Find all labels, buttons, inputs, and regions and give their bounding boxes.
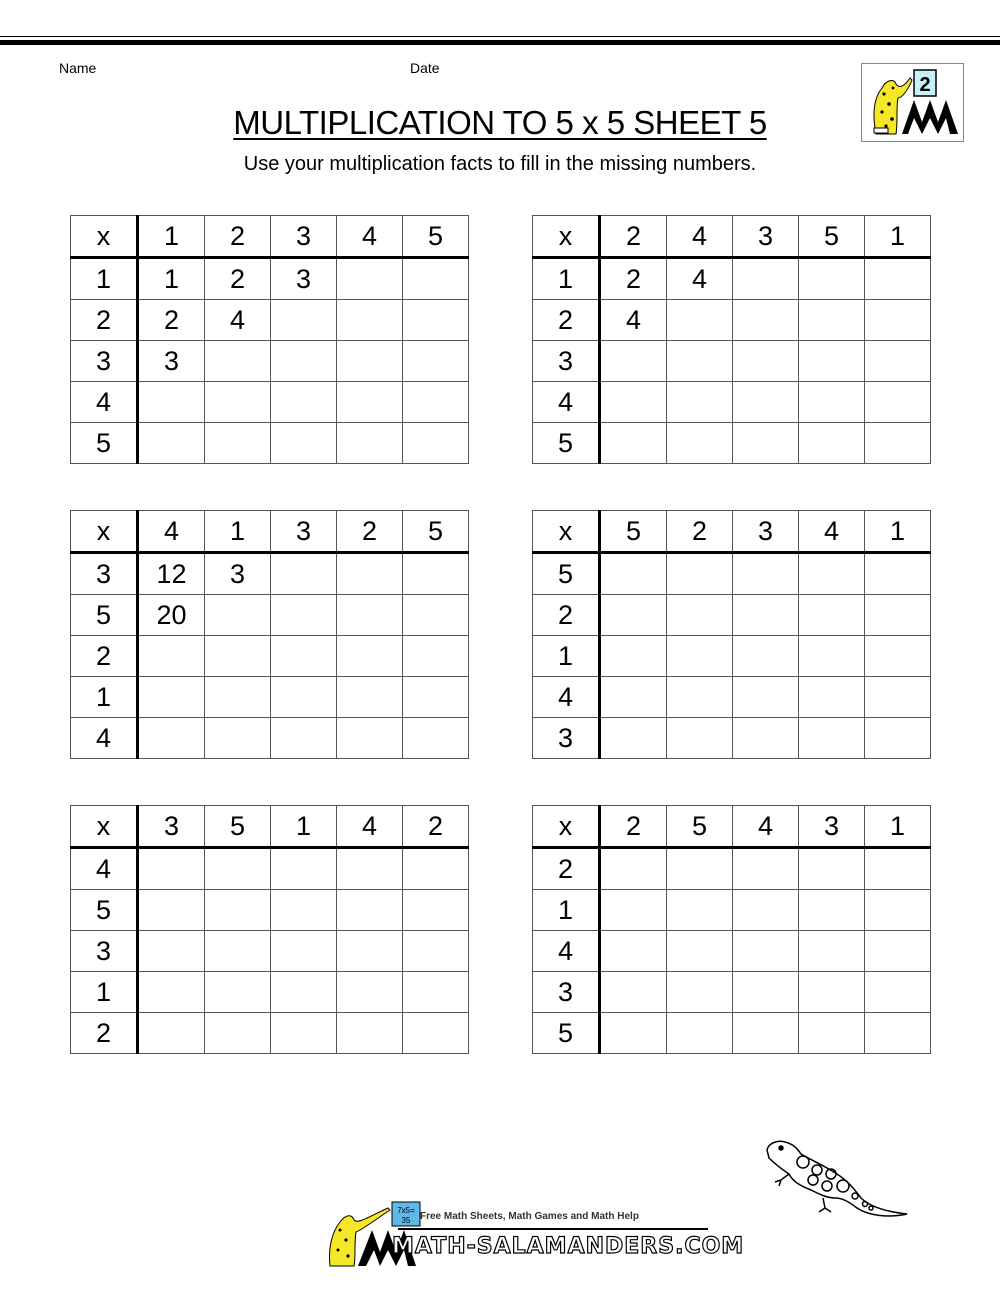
grid-row: [71, 595, 469, 636]
footer-tagline: Free Math Sheets, Math Games and Math Help: [420, 1211, 639, 1222]
answer-cell[interactable]: [337, 300, 403, 341]
corner-cell: x: [533, 216, 600, 258]
salamander-drawing-icon: [755, 1128, 915, 1228]
column-header: 1: [865, 216, 931, 258]
column-header: 3: [271, 216, 337, 258]
multiplication-grid-4: [532, 510, 931, 759]
answer-cell[interactable]: [733, 718, 799, 759]
answer-cell[interactable]: [337, 677, 403, 718]
answer-cell[interactable]: [667, 1013, 733, 1054]
answer-cell[interactable]: [600, 636, 667, 677]
answer-cell[interactable]: 3: [271, 258, 337, 300]
answer-cell[interactable]: [271, 423, 337, 464]
grid-row: [71, 1013, 469, 1054]
answer-cell[interactable]: [865, 848, 931, 890]
answer-cell[interactable]: [138, 636, 205, 677]
corner-cell: x: [71, 806, 138, 848]
svg-text:35: 35: [401, 1216, 411, 1225]
row-header: 2: [71, 636, 138, 677]
answer-cell[interactable]: [600, 553, 667, 595]
grid-row: [71, 341, 469, 382]
answer-cell[interactable]: [799, 848, 865, 890]
multiplication-grid-2: [532, 215, 931, 464]
column-header: 3: [799, 806, 865, 848]
corner-cell: x: [71, 216, 138, 258]
answer-cell[interactable]: [403, 636, 469, 677]
answer-cell[interactable]: [733, 1013, 799, 1054]
row-header: 1: [71, 677, 138, 718]
grid-row: [533, 890, 931, 931]
answer-cell[interactable]: [667, 595, 733, 636]
answer-cell[interactable]: [667, 718, 733, 759]
answer-cell[interactable]: [799, 1013, 865, 1054]
svg-text:2: 2: [919, 74, 931, 96]
grid-row: [71, 636, 469, 677]
column-header: 5: [799, 216, 865, 258]
row-header: 3: [71, 341, 138, 382]
answer-cell[interactable]: [865, 890, 931, 931]
grid-row: [71, 890, 469, 931]
grid-row: [71, 382, 469, 423]
answer-cell[interactable]: [733, 553, 799, 595]
answer-cell[interactable]: [733, 300, 799, 341]
grid-row: [533, 931, 931, 972]
column-header: 3: [733, 511, 799, 553]
answer-cell[interactable]: [337, 890, 403, 931]
column-header: 1: [865, 806, 931, 848]
column-header: 5: [600, 511, 667, 553]
grid-row: [533, 553, 931, 595]
row-header: 4: [533, 382, 600, 423]
answer-cell[interactable]: [733, 848, 799, 890]
answer-cell[interactable]: [667, 972, 733, 1013]
grid-row: [71, 972, 469, 1013]
answer-cell[interactable]: 1: [138, 258, 205, 300]
grid-row: [533, 382, 931, 423]
answer-cell[interactable]: [733, 382, 799, 423]
answer-cell[interactable]: [667, 553, 733, 595]
column-header: 4: [337, 806, 403, 848]
answer-cell[interactable]: [733, 677, 799, 718]
answer-cell[interactable]: [865, 931, 931, 972]
answer-cell[interactable]: [799, 341, 865, 382]
answer-cell[interactable]: [205, 1013, 271, 1054]
grid-row: [533, 848, 931, 890]
grid-row: [71, 931, 469, 972]
answer-cell[interactable]: [337, 972, 403, 1013]
row-header: 4: [71, 718, 138, 759]
answer-cell[interactable]: [403, 595, 469, 636]
grid-row: [533, 972, 931, 1013]
answer-cell[interactable]: [799, 300, 865, 341]
answer-cell[interactable]: [403, 718, 469, 759]
grid-row: [71, 300, 469, 341]
answer-cell[interactable]: [799, 382, 865, 423]
answer-cell[interactable]: [600, 972, 667, 1013]
answer-cell[interactable]: [271, 718, 337, 759]
grid-row: [533, 423, 931, 464]
column-header: 4: [337, 216, 403, 258]
row-header: 2: [533, 300, 600, 341]
row-header: 1: [71, 972, 138, 1013]
row-header: 3: [533, 972, 600, 1013]
answer-cell[interactable]: [799, 677, 865, 718]
answer-cell[interactable]: [205, 972, 271, 1013]
answer-cell[interactable]: [205, 341, 271, 382]
column-header: 3: [271, 511, 337, 553]
answer-cell[interactable]: 20: [138, 595, 205, 636]
answer-cell[interactable]: [205, 423, 271, 464]
answer-cell[interactable]: [799, 636, 865, 677]
answer-cell[interactable]: [799, 595, 865, 636]
answer-cell[interactable]: [403, 677, 469, 718]
answer-cell[interactable]: [205, 636, 271, 677]
answer-cell[interactable]: [667, 890, 733, 931]
answer-cell[interactable]: [600, 890, 667, 931]
answer-cell[interactable]: 3: [205, 553, 271, 595]
answer-cell[interactable]: [600, 423, 667, 464]
answer-cell[interactable]: [138, 890, 205, 931]
answer-cell[interactable]: [271, 972, 337, 1013]
answer-cell[interactable]: [138, 423, 205, 464]
answer-cell[interactable]: [271, 1013, 337, 1054]
date-label: Date: [410, 60, 440, 76]
answer-cell[interactable]: [799, 423, 865, 464]
row-header: 2: [533, 848, 600, 890]
answer-cell[interactable]: [733, 423, 799, 464]
multiplication-grid-1: [70, 215, 469, 464]
row-header: 2: [71, 300, 138, 341]
answer-cell[interactable]: [600, 595, 667, 636]
column-header: 2: [337, 511, 403, 553]
corner-cell: x: [533, 806, 600, 848]
answer-cell[interactable]: [600, 341, 667, 382]
answer-cell[interactable]: [271, 677, 337, 718]
answer-cell[interactable]: [600, 382, 667, 423]
multiplication-grid-3: [70, 510, 469, 759]
answer-cell[interactable]: [600, 848, 667, 890]
grid-row: [533, 1013, 931, 1054]
answer-cell[interactable]: [205, 890, 271, 931]
answer-cell[interactable]: [667, 423, 733, 464]
answer-cell[interactable]: 4: [600, 300, 667, 341]
answer-cell[interactable]: [337, 931, 403, 972]
answer-cell[interactable]: [667, 848, 733, 890]
answer-cell[interactable]: [138, 677, 205, 718]
answer-cell[interactable]: [337, 718, 403, 759]
answer-cell[interactable]: [337, 553, 403, 595]
row-header: 4: [533, 931, 600, 972]
column-header: 1: [205, 511, 271, 553]
answer-cell[interactable]: [138, 1013, 205, 1054]
answer-cell[interactable]: [865, 677, 931, 718]
answer-cell[interactable]: [667, 341, 733, 382]
row-header: 3: [71, 931, 138, 972]
row-header: 3: [533, 341, 600, 382]
answer-cell[interactable]: [667, 300, 733, 341]
answer-cell[interactable]: 12: [138, 553, 205, 595]
column-header: 3: [733, 216, 799, 258]
column-header: 2: [667, 511, 733, 553]
answer-cell[interactable]: [205, 931, 271, 972]
row-header: 5: [71, 890, 138, 931]
answer-cell[interactable]: 4: [667, 258, 733, 300]
answer-cell[interactable]: 3: [138, 341, 205, 382]
answer-cell[interactable]: [733, 890, 799, 931]
answer-cell[interactable]: [403, 1013, 469, 1054]
answer-cell[interactable]: [337, 258, 403, 300]
grid-row: [71, 718, 469, 759]
answer-cell[interactable]: [865, 553, 931, 595]
answer-cell[interactable]: [138, 718, 205, 759]
answer-cell[interactable]: [271, 931, 337, 972]
answer-cell[interactable]: [138, 931, 205, 972]
answer-cell[interactable]: 2: [205, 258, 271, 300]
multiplication-grid-6: [532, 805, 931, 1054]
row-header: 5: [533, 1013, 600, 1054]
answer-cell[interactable]: 2: [138, 300, 205, 341]
answer-cell[interactable]: [799, 890, 865, 931]
column-header: 5: [403, 216, 469, 258]
svg-text:7x5=: 7x5=: [397, 1206, 415, 1215]
answer-cell[interactable]: [271, 382, 337, 423]
answer-cell[interactable]: [799, 718, 865, 759]
instructions: Use your multiplication facts to fill in the missing numbers.: [243, 153, 757, 175]
row-header: 5: [533, 553, 600, 595]
answer-cell[interactable]: [337, 848, 403, 890]
column-header: 2: [205, 216, 271, 258]
answer-cell[interactable]: 2: [600, 258, 667, 300]
answer-cell[interactable]: [337, 1013, 403, 1054]
answer-cell[interactable]: [799, 553, 865, 595]
answer-cell[interactable]: [667, 636, 733, 677]
answer-cell[interactable]: [337, 595, 403, 636]
answer-cell[interactable]: [799, 931, 865, 972]
answer-cell[interactable]: [733, 636, 799, 677]
answer-cell[interactable]: [271, 848, 337, 890]
answer-cell[interactable]: [799, 258, 865, 300]
answer-cell[interactable]: [403, 423, 469, 464]
answer-cell[interactable]: [865, 595, 931, 636]
answer-cell[interactable]: [271, 890, 337, 931]
answer-cell[interactable]: [337, 423, 403, 464]
answer-cell[interactable]: [138, 848, 205, 890]
column-header: 2: [600, 216, 667, 258]
answer-cell[interactable]: [403, 931, 469, 972]
answer-cell[interactable]: [865, 636, 931, 677]
answer-cell[interactable]: [799, 972, 865, 1013]
answer-cell[interactable]: [403, 553, 469, 595]
column-header: 4: [733, 806, 799, 848]
answer-cell[interactable]: [205, 718, 271, 759]
multiplication-grid-5: [70, 805, 469, 1054]
answer-cell[interactable]: 4: [205, 300, 271, 341]
answer-cell[interactable]: [403, 890, 469, 931]
footer-rule: [398, 1228, 708, 1230]
answer-cell[interactable]: [337, 341, 403, 382]
column-header: 4: [799, 511, 865, 553]
answer-cell[interactable]: [865, 258, 931, 300]
column-header: 1: [271, 806, 337, 848]
row-header: 4: [533, 677, 600, 718]
answer-cell[interactable]: [600, 677, 667, 718]
column-header: 5: [403, 511, 469, 553]
column-header: 3: [138, 806, 205, 848]
answer-cell[interactable]: [865, 300, 931, 341]
corner-cell: x: [71, 511, 138, 553]
answer-cell[interactable]: [600, 718, 667, 759]
row-header: 5: [533, 423, 600, 464]
grid-row: [533, 300, 931, 341]
column-header: 1: [865, 511, 931, 553]
answer-cell[interactable]: [205, 848, 271, 890]
row-header: 5: [71, 423, 138, 464]
answer-cell[interactable]: [337, 636, 403, 677]
answer-cell[interactable]: [733, 972, 799, 1013]
column-header: 4: [138, 511, 205, 553]
grid-row: [533, 341, 931, 382]
top-rule-thin: [0, 36, 1000, 37]
column-header: 5: [205, 806, 271, 848]
corner-cell: x: [533, 511, 600, 553]
answer-cell[interactable]: [403, 848, 469, 890]
column-header: 2: [403, 806, 469, 848]
answer-cell[interactable]: [667, 382, 733, 423]
row-header: 3: [533, 718, 600, 759]
row-header: 1: [533, 636, 600, 677]
column-header: 5: [667, 806, 733, 848]
row-header: 1: [533, 890, 600, 931]
answer-cell[interactable]: [271, 553, 337, 595]
answer-cell[interactable]: [865, 1013, 931, 1054]
row-header: 1: [71, 258, 138, 300]
answer-cell[interactable]: [865, 718, 931, 759]
answer-cell[interactable]: [205, 677, 271, 718]
grid-row: [533, 636, 931, 677]
grid-row: [533, 718, 931, 759]
column-header: 1: [138, 216, 205, 258]
grid-row: [533, 595, 931, 636]
row-header: 4: [71, 382, 138, 423]
answer-cell[interactable]: [600, 1013, 667, 1054]
row-header: 3: [71, 553, 138, 595]
answer-cell[interactable]: [205, 382, 271, 423]
answer-cell[interactable]: [865, 341, 931, 382]
answer-cell[interactable]: [600, 931, 667, 972]
answer-cell[interactable]: [271, 300, 337, 341]
footer-site-name: MATH-SALAMANDERS.COM: [392, 1234, 745, 1259]
answer-cell[interactable]: [733, 341, 799, 382]
grid-row: [71, 677, 469, 718]
column-header: 4: [667, 216, 733, 258]
page-title: MULTIPLICATION TO 5 x 5 SHEET 5: [233, 104, 767, 141]
row-header: 2: [533, 595, 600, 636]
answer-cell[interactable]: [865, 382, 931, 423]
row-header: 5: [71, 595, 138, 636]
column-header: 2: [600, 806, 667, 848]
answer-cell[interactable]: [733, 931, 799, 972]
answer-cell[interactable]: [733, 595, 799, 636]
answer-cell[interactable]: [138, 382, 205, 423]
answer-cell[interactable]: [337, 382, 403, 423]
answer-cell[interactable]: [271, 636, 337, 677]
answer-cell[interactable]: [403, 382, 469, 423]
answer-cell[interactable]: [205, 595, 271, 636]
grid-row: [533, 258, 931, 300]
answer-cell[interactable]: [865, 972, 931, 1013]
grid-row: [71, 258, 469, 300]
answer-cell[interactable]: [403, 972, 469, 1013]
grid-row: [533, 677, 931, 718]
answer-cell[interactable]: [271, 595, 337, 636]
grid-row: [71, 423, 469, 464]
answer-cell[interactable]: [403, 341, 469, 382]
row-header: 4: [71, 848, 138, 890]
answer-cell[interactable]: [403, 300, 469, 341]
top-rule: [0, 40, 1000, 45]
answer-cell[interactable]: [667, 931, 733, 972]
row-header: 2: [71, 1013, 138, 1054]
grid-row: [71, 553, 469, 595]
answer-cell[interactable]: [403, 258, 469, 300]
answer-cell[interactable]: [138, 972, 205, 1013]
row-header: 1: [533, 258, 600, 300]
answer-cell[interactable]: [733, 258, 799, 300]
answer-cell[interactable]: [271, 341, 337, 382]
grid-row: [71, 848, 469, 890]
name-label: Name: [59, 60, 97, 76]
answer-cell[interactable]: [667, 677, 733, 718]
answer-cell[interactable]: [865, 423, 931, 464]
